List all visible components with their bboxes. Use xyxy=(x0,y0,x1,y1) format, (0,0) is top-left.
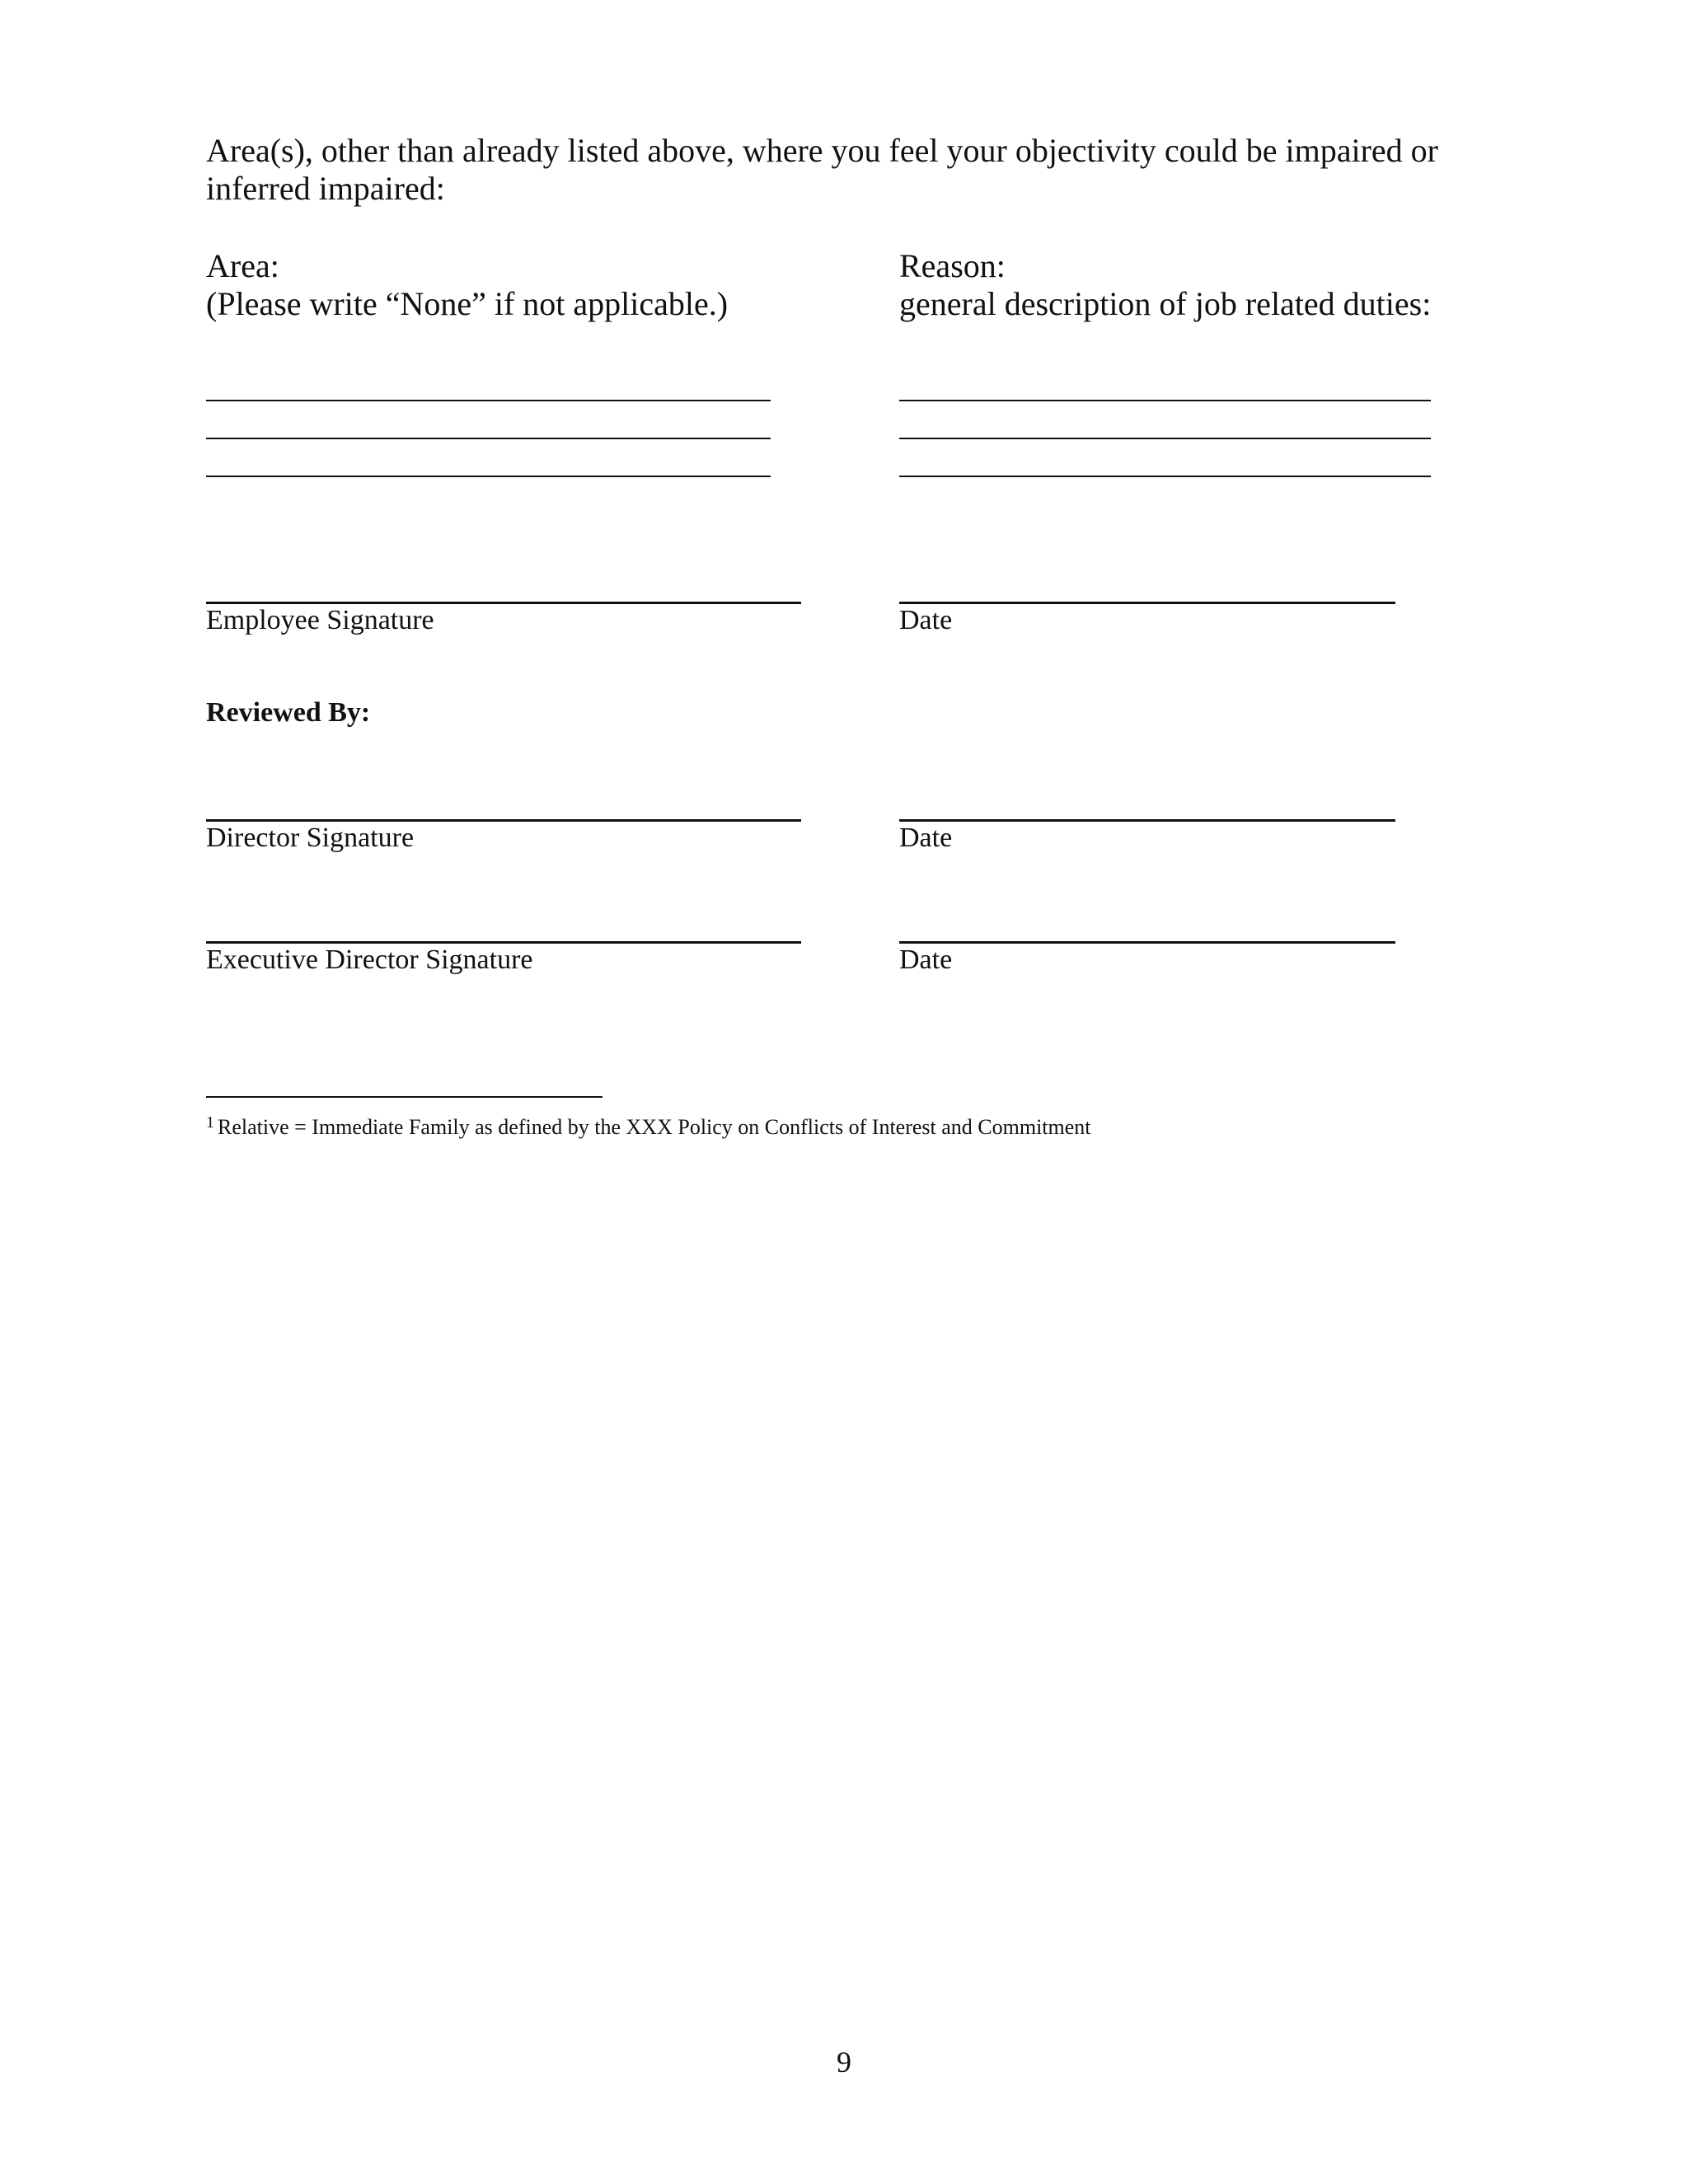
reviewed-by-heading: Reviewed By: xyxy=(206,697,371,728)
reason-heading: Reason: xyxy=(899,247,1006,284)
employee-date-line[interactable] xyxy=(899,602,1395,604)
employee-date-label: Date xyxy=(899,605,953,635)
executive-director-date-label: Date xyxy=(899,944,953,975)
executive-director-signature-label: Executive Director Signature xyxy=(206,944,533,975)
director-signature-label: Director Signature xyxy=(206,823,415,853)
reason-line-3[interactable] xyxy=(899,476,1431,477)
area-line-3[interactable] xyxy=(206,476,771,477)
area-line-1[interactable] xyxy=(206,400,771,401)
footnote-marker: 1 xyxy=(206,1113,214,1132)
footnote-separator xyxy=(206,1096,603,1098)
area-note: (Please write “None” if not applicable.) xyxy=(206,285,729,322)
page-number: 9 xyxy=(837,2046,851,2079)
intro-text: Area(s), other than already listed above, where you feel your objectivity could be impaired or inferred impaired: xyxy=(206,132,1438,207)
employee-signature-label: Employee Signature xyxy=(206,605,434,635)
footnote xyxy=(206,1114,1091,1141)
director-date-label: Date xyxy=(899,823,953,853)
reason-line-2[interactable] xyxy=(899,438,1431,439)
reason-line-1[interactable] xyxy=(899,400,1431,401)
footnote-text: Relative = Immediate Family as defined by the XXX Policy on Conflicts of Interest and Commitment xyxy=(218,1115,1091,1139)
reason-note: general description of job related duties: xyxy=(899,285,1432,322)
executive-director-date-line[interactable] xyxy=(899,941,1395,944)
area-heading: Area: xyxy=(206,247,279,284)
area-line-2[interactable] xyxy=(206,438,771,439)
director-date-line[interactable] xyxy=(899,819,1395,822)
